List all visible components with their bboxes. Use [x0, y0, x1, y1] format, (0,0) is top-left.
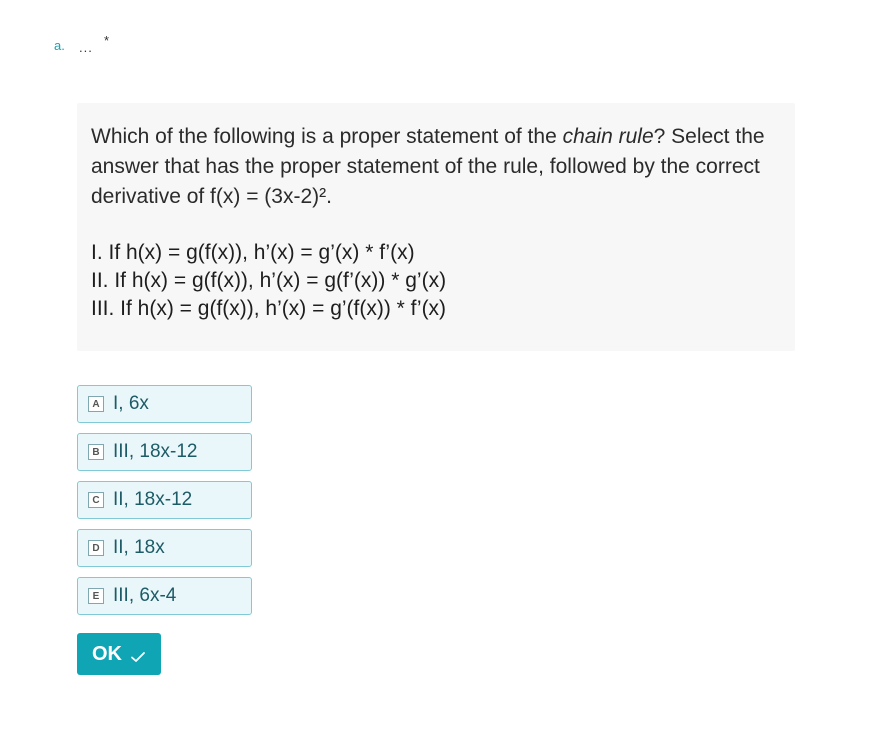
- option-label: II, 18x: [113, 537, 165, 558]
- statement-item: III. If h(x) = g(f(x)), h’(x) = g’(f(x)) * f’(x): [91, 297, 447, 320]
- question-text-part2: ? Select the answer that has the proper statement of the rule, followed by the correct derivative of f(x) = (3x-2)².: [91, 125, 765, 208]
- question-text: [91, 122, 786, 212]
- option-label: I, 6x: [113, 393, 149, 414]
- option-key: E: [88, 588, 104, 604]
- option-c[interactable]: [77, 481, 252, 519]
- question-text-part1: Which of the following is a proper statement of the: [91, 125, 563, 148]
- required-marker: *: [104, 33, 110, 48]
- option-label: III, 6x-4: [113, 585, 177, 606]
- option-key: D: [88, 540, 104, 556]
- option-label: III, 18x-12: [113, 441, 198, 462]
- option-key: A: [88, 396, 104, 412]
- question-ellipsis: ...: [79, 40, 93, 55]
- statement-item: II. If h(x) = g(f(x)), h’(x) = g(f’(x)) * g’(x): [91, 269, 447, 292]
- option-key: B: [88, 444, 104, 460]
- ok-button[interactable]: [77, 633, 161, 675]
- question-text-emphasis: chain rule: [562, 125, 654, 148]
- answer-options: [77, 385, 252, 625]
- check-icon: [130, 647, 146, 661]
- option-a[interactable]: [77, 385, 252, 423]
- ok-button-label: OK: [92, 642, 122, 665]
- option-b[interactable]: [77, 433, 252, 471]
- question-number: a.: [54, 38, 65, 53]
- statement-item: I. If h(x) = g(f(x)), h’(x) = g’(x) * f’(x): [91, 241, 415, 264]
- question-box: [77, 103, 795, 351]
- option-label: II, 18x-12: [113, 489, 193, 510]
- option-e[interactable]: [77, 577, 252, 615]
- statement-list: [91, 239, 446, 323]
- option-d[interactable]: [77, 529, 252, 567]
- option-key: C: [88, 492, 104, 508]
